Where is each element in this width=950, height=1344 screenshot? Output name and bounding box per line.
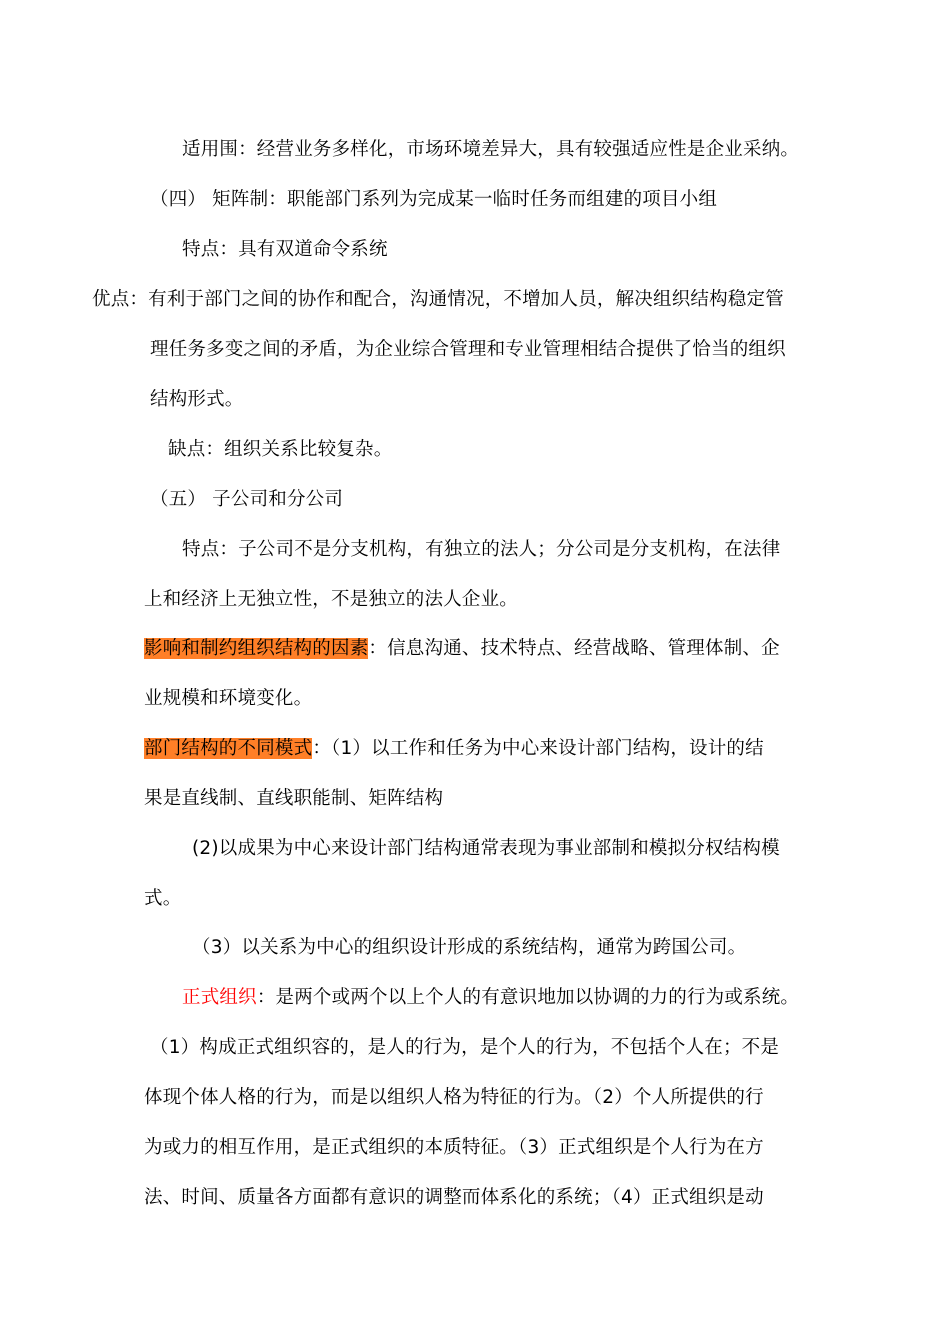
text-line: (2)以成果为中心来设计部门结构通常表现为事业部制和模拟分权结构模 [192, 838, 780, 859]
highlighted-term: 影响和制约组织结构的因素 [144, 638, 369, 659]
text-line: 理任务多变之间的矛盾，为企业综合管理和专业管理相结合提供了恰当的组织 [150, 339, 786, 360]
text-line: 缺点：组织关系比较复杂。 [168, 439, 393, 460]
text-line: 特点：具有双道命令系统 [182, 239, 388, 260]
text-line: 特点：子公司不是分支机构，有独立的法人；分公司是分支机构，在法律 [182, 539, 781, 560]
highlighted-term: 部门结构的不同模式 [144, 738, 313, 759]
red-term: 正式组织 [182, 987, 257, 1008]
text-line: （1）构成正式组织容的，是人的行为，是个人的行为，不包括个人在；不是 [150, 1037, 780, 1058]
text-line: 果是直线制、直线职能制、矩阵结构 [144, 788, 444, 809]
text-line [144, 736, 764, 762]
section-heading-subsidiary: （五） 子公司和分公司 [150, 489, 344, 510]
text-span: ：信息沟通、技术特点、经营战略、管理体制、企 [368, 638, 780, 659]
text-line [144, 636, 780, 662]
section-heading-matrix: （四） 矩阵制：职能部门系列为完成某一临时任务而组建的项目小组 [150, 189, 718, 210]
text-line: 业规模和环境变化。 [144, 688, 313, 709]
text-line: （3）以关系为中心的组织设计形成的系统结构，通常为跨国公司。 [192, 937, 747, 958]
text-span: ：是两个或两个以上个人的有意识地加以协调的力的行为或系统。 [256, 987, 800, 1008]
text-line: 为或力的相互作用，是正式组织的本质特征。（3）正式组织是个人行为在方 [144, 1137, 764, 1158]
text-line: 法、时间、质量各方面都有意识的调整而体系化的系统；（4）正式组织是动 [144, 1187, 764, 1208]
text-line: 上和经济上无独立性，不是独立的法人企业。 [144, 589, 519, 610]
text-line: 适用围：经营业务多样化，市场环境差异大，具有较强适应性是企业采纳。 [182, 139, 800, 160]
text-line: 体现个体人格的行为，而是以组织人格为特征的行为。（2）个人所提供的行 [144, 1087, 764, 1108]
text-line [182, 985, 799, 1011]
text-span: ：（1）以工作和任务为中心来设计部门结构，设计的结 [312, 738, 764, 759]
text-line: 结构形式。 [150, 389, 244, 410]
text-line: 式。 [144, 888, 182, 909]
text-line: 优点：有利于部门之间的协作和配合，沟通情况，不增加人员，解决组织结构稳定管 [92, 289, 784, 310]
